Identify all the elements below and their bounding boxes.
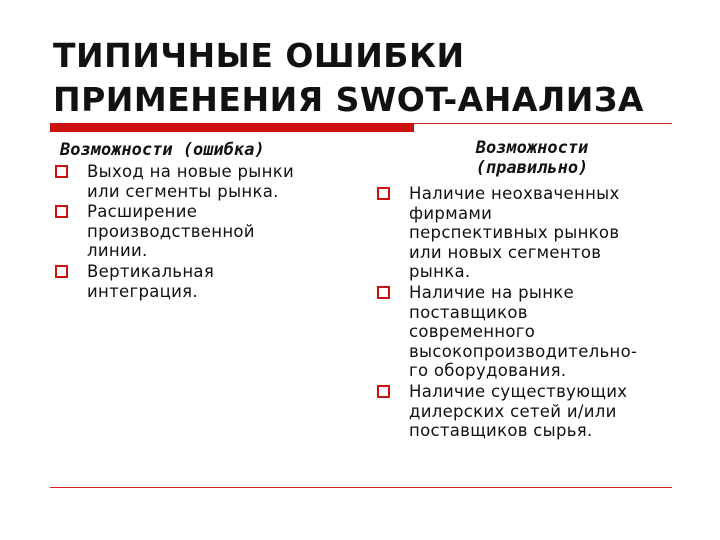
right-column-heading	[372, 138, 682, 178]
list-item-line: поставщиков сырья.	[409, 421, 593, 441]
title-divider-thick	[50, 123, 414, 132]
square-bullet-icon	[377, 187, 390, 200]
list-item-line: производственной	[87, 221, 255, 241]
left-column	[50, 140, 350, 302]
right-list	[372, 184, 682, 441]
square-bullet-icon	[377, 286, 390, 299]
list-item-line: го оборудования.	[409, 361, 567, 381]
right-column-heading-line-1: Возможности	[475, 138, 589, 158]
list-item-line: Выход на новые рынки	[87, 162, 295, 181]
list-item-line: современного	[409, 322, 536, 342]
square-bullet-icon	[55, 205, 68, 218]
list-item-line: фирмами	[409, 203, 493, 223]
list-item-line: Наличие существующих	[409, 381, 628, 401]
slide-title	[53, 34, 644, 122]
left-list	[50, 162, 350, 301]
list-item-line: перспективных рынков	[409, 223, 620, 243]
list-item-line: Расширение	[87, 202, 198, 222]
list-item	[50, 202, 350, 261]
footer-divider	[50, 487, 672, 488]
left-column-heading: Возможности (ошибка)	[60, 140, 265, 160]
list-item-line: линии.	[87, 241, 148, 261]
list-item-line: рынка.	[409, 262, 471, 282]
square-bullet-icon	[55, 265, 68, 278]
list-item	[50, 162, 350, 201]
list-item	[50, 262, 350, 301]
square-bullet-icon	[377, 385, 390, 398]
list-item	[372, 184, 682, 282]
slide-title-line-2: ПРИМЕНЕНИЯ SWOT-АНАЛИЗА	[53, 80, 644, 119]
list-item-line: Вертикальная	[87, 261, 215, 281]
list-item-line: или новых сегментов	[409, 242, 602, 262]
list-item-line: дилерских сетей и/или	[409, 401, 617, 421]
list-item-line: интеграция.	[87, 281, 198, 301]
list-item-line: или сегменты рынка.	[87, 181, 279, 201]
list-item-line: Наличие неохваченных	[409, 184, 620, 203]
list-item	[372, 382, 682, 441]
square-bullet-icon	[55, 165, 68, 178]
list-item	[372, 283, 682, 381]
right-column	[372, 138, 682, 442]
list-item-line: высокопроизводительно-	[409, 341, 638, 361]
slide-title-line-1: ТИПИЧНЫЕ ОШИБКИ	[53, 36, 465, 75]
list-item-line: Наличие на рынке	[409, 282, 575, 302]
list-item-line: поставщиков	[409, 302, 528, 322]
right-column-heading-line-2: (правильно)	[475, 158, 589, 178]
